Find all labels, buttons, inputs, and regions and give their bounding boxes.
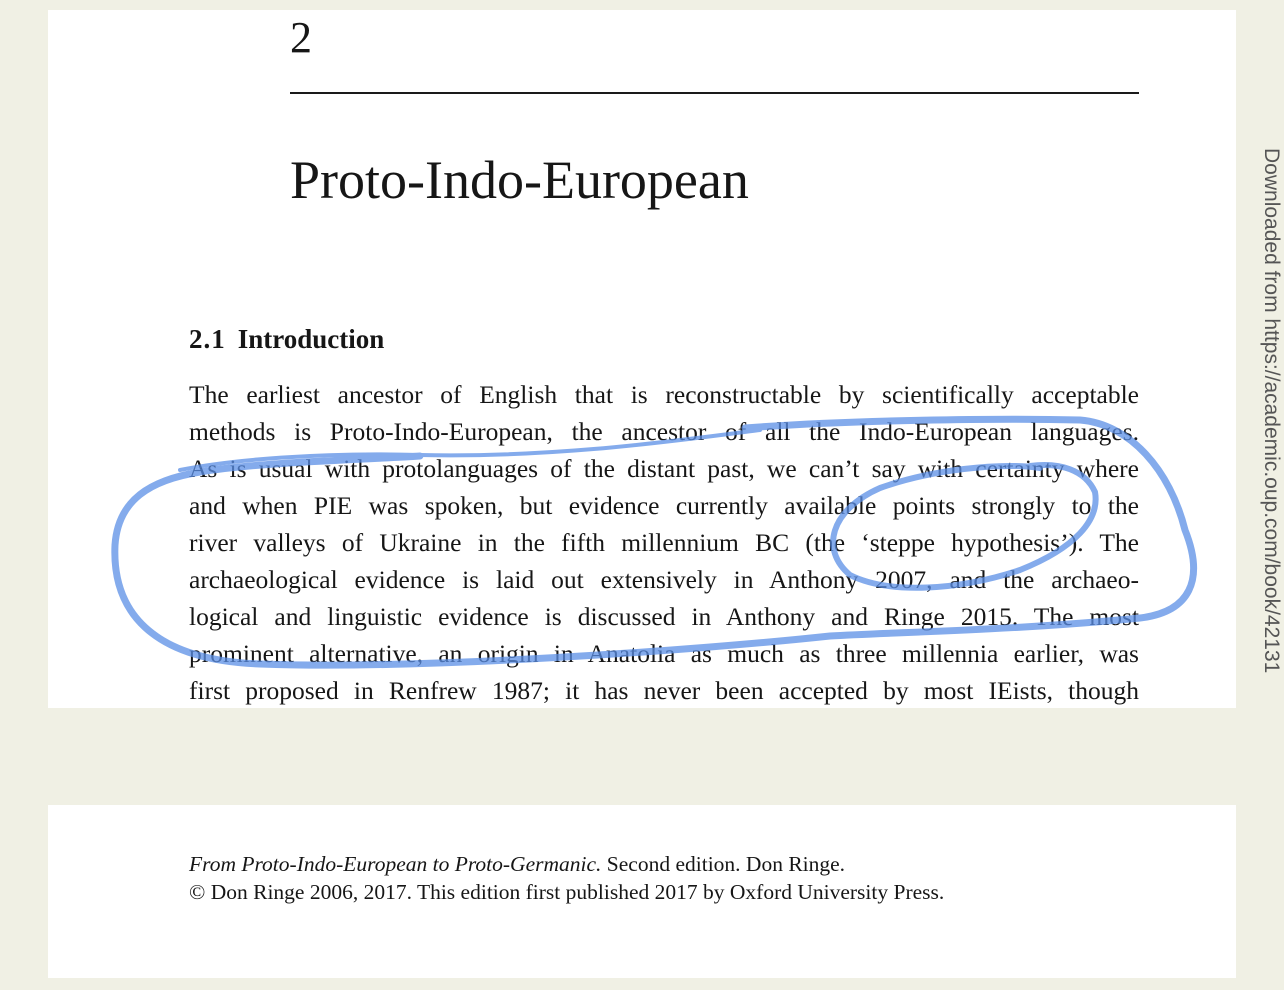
section-number: 2.1 [189, 324, 226, 354]
section-heading [189, 322, 384, 356]
footer-edition-author: Second edition. Don Ringe. [601, 852, 846, 876]
paragraph-line-4: and when PIE was spoken, but evidence currently available points strongly to the [189, 491, 1139, 520]
footer-book-title: From Proto-Indo-European to Proto-Germanic. [189, 852, 602, 876]
book-page-footer [48, 805, 1236, 978]
paragraph-line-7: logical and linguistic evidence is discussed in Anthony and Ringe 2015. The most [189, 602, 1139, 631]
chapter-title: Proto-Indo-European [290, 150, 749, 210]
chapter-rule [290, 92, 1139, 94]
section-title: Introduction [237, 324, 385, 354]
book-page-top [48, 10, 1283, 708]
paragraph-line-9: first proposed in Renfrew 1987; it has never been accepted by most IEists, though [189, 676, 1139, 705]
paragraph-line-3: As is usual with protolanguages of the distant past, we can’t say with certainty where [189, 454, 1139, 483]
chapter-number: 2 [290, 13, 312, 62]
paragraph-line-8: prominent alternative, an origin in Anatolia as much as three millennia earlier, was [189, 639, 1139, 668]
introduction-paragraph [189, 376, 1139, 709]
paragraph-line-1: The earliest ancestor of English that is reconstructable by scientifically acceptable [189, 380, 1139, 409]
footer-citation-line [189, 850, 845, 878]
paragraph-line-6: archaeological evidence is laid out extensively in Anthony 2007, and the archaeo- [189, 565, 1139, 594]
paragraph-line-5: river valleys of Ukraine in the fifth millennium BC (the ‘steppe hypothesis’). The [189, 528, 1139, 557]
download-source-sidebar: Downloaded from https://academic.oup.com/book/42131 [1260, 148, 1283, 674]
footer-copyright: © Don Ringe 2006, 2017. This edition first published 2017 by Oxford University Press. [189, 880, 945, 904]
paragraph-line-2: methods is Proto-Indo-European, the ancestor of all the Indo-European languages. [189, 417, 1139, 446]
